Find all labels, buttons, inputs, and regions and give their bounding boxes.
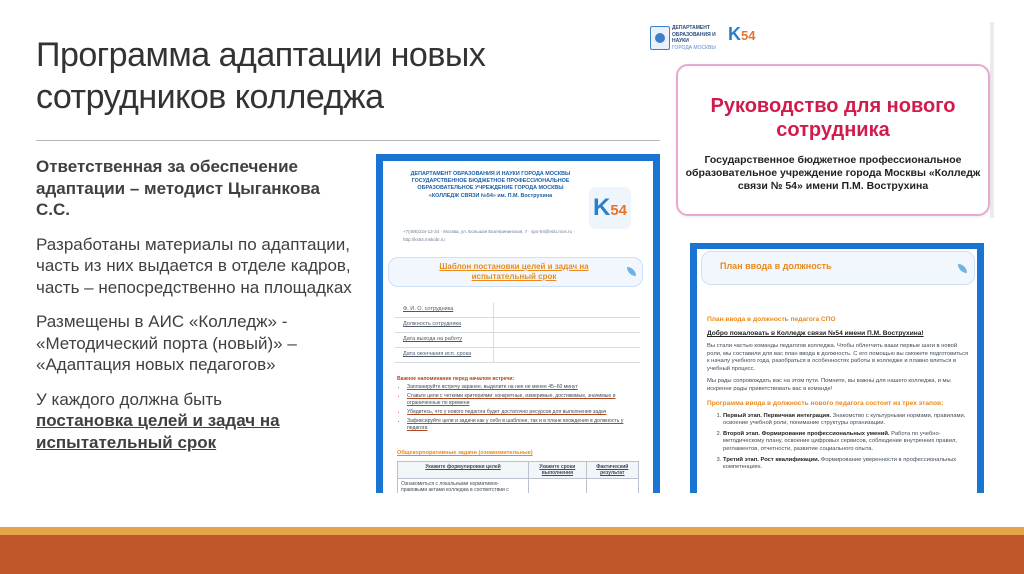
plan-support: Мы рады сопровождать вас на этом пути. Помните, вы важны для нашего колледжа, и мы искренне рады приветствовать вас в команде! bbox=[707, 378, 951, 392]
list-item: 2. Второй этап. Формирование профессиональных умений. Работа по учебно-методическому плану, освоение цифровых сервисов, соблюдение внутренних правил, регламентов, отчетности, развитие социального опыта. bbox=[723, 431, 969, 454]
field-row: Ф. И. О. сотрудника bbox=[395, 303, 640, 318]
objectives-title: Общекорпоративные задачи (ознакомительные) bbox=[397, 450, 533, 456]
side-accent-bar bbox=[990, 22, 994, 218]
reminder-item: • Запланируйте встречу заранее, выделите на нее не менее 45–60 минут bbox=[407, 384, 633, 391]
materials-paragraph: Разработаны материалы по адаптации, часть из них выдается в отделе кадров, часть – непосредственно на площадках bbox=[36, 234, 352, 297]
reminder-item: • Ставьте цели с четкими критериями: конкретные, измеримые, достижимые, значимые и ограниченные по времени bbox=[407, 393, 633, 407]
reminder-item: • Убедитесь, что у нового педагога будет достаточно ресурсов для выполнения задач bbox=[407, 409, 633, 416]
meeting-reminder bbox=[397, 376, 633, 434]
plan-intro: Вы стали частью команды педагогов колледжа. Чтобы облегчить ваши первые шаги в новой роли, мы составили для вас план ввода в должность. С его помощью вы сможете подготовиться к началу учебного года, разобраться в особенностях работы в колледже и плавно влиться в учебный процесс. bbox=[707, 343, 969, 372]
doc-contacts: +7(495)234-12-34 · Москва, ул. Большая Екатерининская, 7 · spo-54@edu.mos.ru · http://ks54.mskobr.ru bbox=[403, 229, 575, 242]
plan-stages-list bbox=[707, 413, 969, 472]
leaf-icon bbox=[627, 267, 636, 276]
list-item: 3. Третий этап. Рост квалификации. Формирование уверенности в профессиональных компетенциях. bbox=[723, 457, 969, 472]
goals-template-document bbox=[376, 154, 660, 493]
onboarding-plan-document bbox=[690, 243, 984, 493]
plan-welcome: Добро пожаловать в Колледж связи №54 имени П.М. Вострухина! bbox=[707, 330, 924, 337]
college-logo-icon: K54 bbox=[728, 24, 756, 44]
guide-card bbox=[676, 64, 990, 216]
table-row: Ознакомиться с локальными нормативно-правовыми актами колледжа в соответствии с bbox=[398, 479, 639, 494]
table-header: Укажите сроки выполнения bbox=[529, 462, 586, 479]
objectives-table bbox=[397, 461, 639, 493]
field-row: Должность сотрудника bbox=[395, 318, 640, 333]
onboarding-plan-page bbox=[697, 249, 977, 493]
template-banner-title: Шаблон постановки целей и задач на испытательный срок bbox=[439, 262, 589, 281]
footer-band bbox=[0, 535, 1024, 574]
footer-accent-stripe bbox=[0, 527, 1024, 535]
guide-logos bbox=[650, 22, 800, 56]
ais-paragraph: Размещены в АИС «Колледж» - «Методический порта (новый)» – «Адаптация новых педагогов» bbox=[36, 312, 297, 374]
employee-fields bbox=[395, 303, 640, 363]
goals-prefix: У каждого должна быть bbox=[36, 389, 222, 409]
slide-body bbox=[36, 156, 352, 466]
reminder-item: • Зафиксируйте цели и задачи как у себя в шаблоне, так и в плане вхождения в должность у педагога bbox=[407, 418, 633, 432]
slide-title: Программа адаптации новых сотрудников колледжа bbox=[36, 36, 486, 116]
college-logo-icon: K54 bbox=[589, 187, 631, 229]
plan-stages-title: Программа ввода в должность нового педагога состоит из трех этапов: bbox=[707, 399, 944, 407]
department-logo-icon bbox=[650, 26, 670, 50]
plan-heading: План ввода в должность педагога СПО bbox=[707, 316, 836, 323]
goals-link[interactable]: постановка целей и задач на испытательный срок bbox=[36, 411, 280, 452]
plan-banner bbox=[701, 251, 975, 285]
doc-header: ДЕПАРТАМЕНТ ОБРАЗОВАНИЯ И НАУКИ ГОРОДА МОСКВЫ ГОСУДАРСТВЕННОЕ БЮДЖЕТНОЕ ПРОФЕССИОНАЛЬНОЕ ОБРАЗОВАТЕЛЬНОЕ УЧРЕЖДЕНИЕ ГОРОДА МОСКВЫ «КОЛЛЕДЖ СВЯЗИ №54» им. П.М. Вострухина bbox=[410, 171, 571, 199]
guide-subtitle: Государственное бюджетное профессиональное образовательное учреждение города Москвы «Колледж связи № 54» имени П.М. Вострухина bbox=[685, 154, 981, 192]
goals-paragraph bbox=[36, 389, 352, 454]
list-item: 1. Первый этап. Первичная интеграция. Знакомство с культурными нормами, правилами, освоение учебной роли, понимание структуры организации. bbox=[723, 413, 969, 428]
goals-template-page bbox=[383, 161, 653, 493]
table-header: Укажите формулировки целей bbox=[398, 462, 529, 479]
field-row: Дата окончания исп. срока bbox=[395, 348, 640, 363]
reminder-title: Важное напоминание перед началом встречи: bbox=[397, 376, 515, 382]
plan-body bbox=[707, 315, 969, 475]
responsible-paragraph: Ответственная за обеспечение адаптации – методист Цыганкова С.С. bbox=[36, 157, 320, 219]
table-header: Фактический результат bbox=[586, 462, 638, 479]
guide-title: Руководство для нового сотрудника bbox=[710, 95, 956, 141]
template-banner bbox=[388, 257, 643, 287]
title-divider bbox=[36, 140, 660, 141]
field-row: Дата выхода на работу bbox=[395, 333, 640, 348]
leaf-icon bbox=[958, 264, 967, 273]
plan-banner-title: План ввода в должность bbox=[720, 261, 832, 271]
department-logo-text: ДЕПАРТАМЕНТ ОБРАЗОВАНИЯ И НАУКИ ГОРОДА МОСКВЫ bbox=[672, 25, 716, 51]
